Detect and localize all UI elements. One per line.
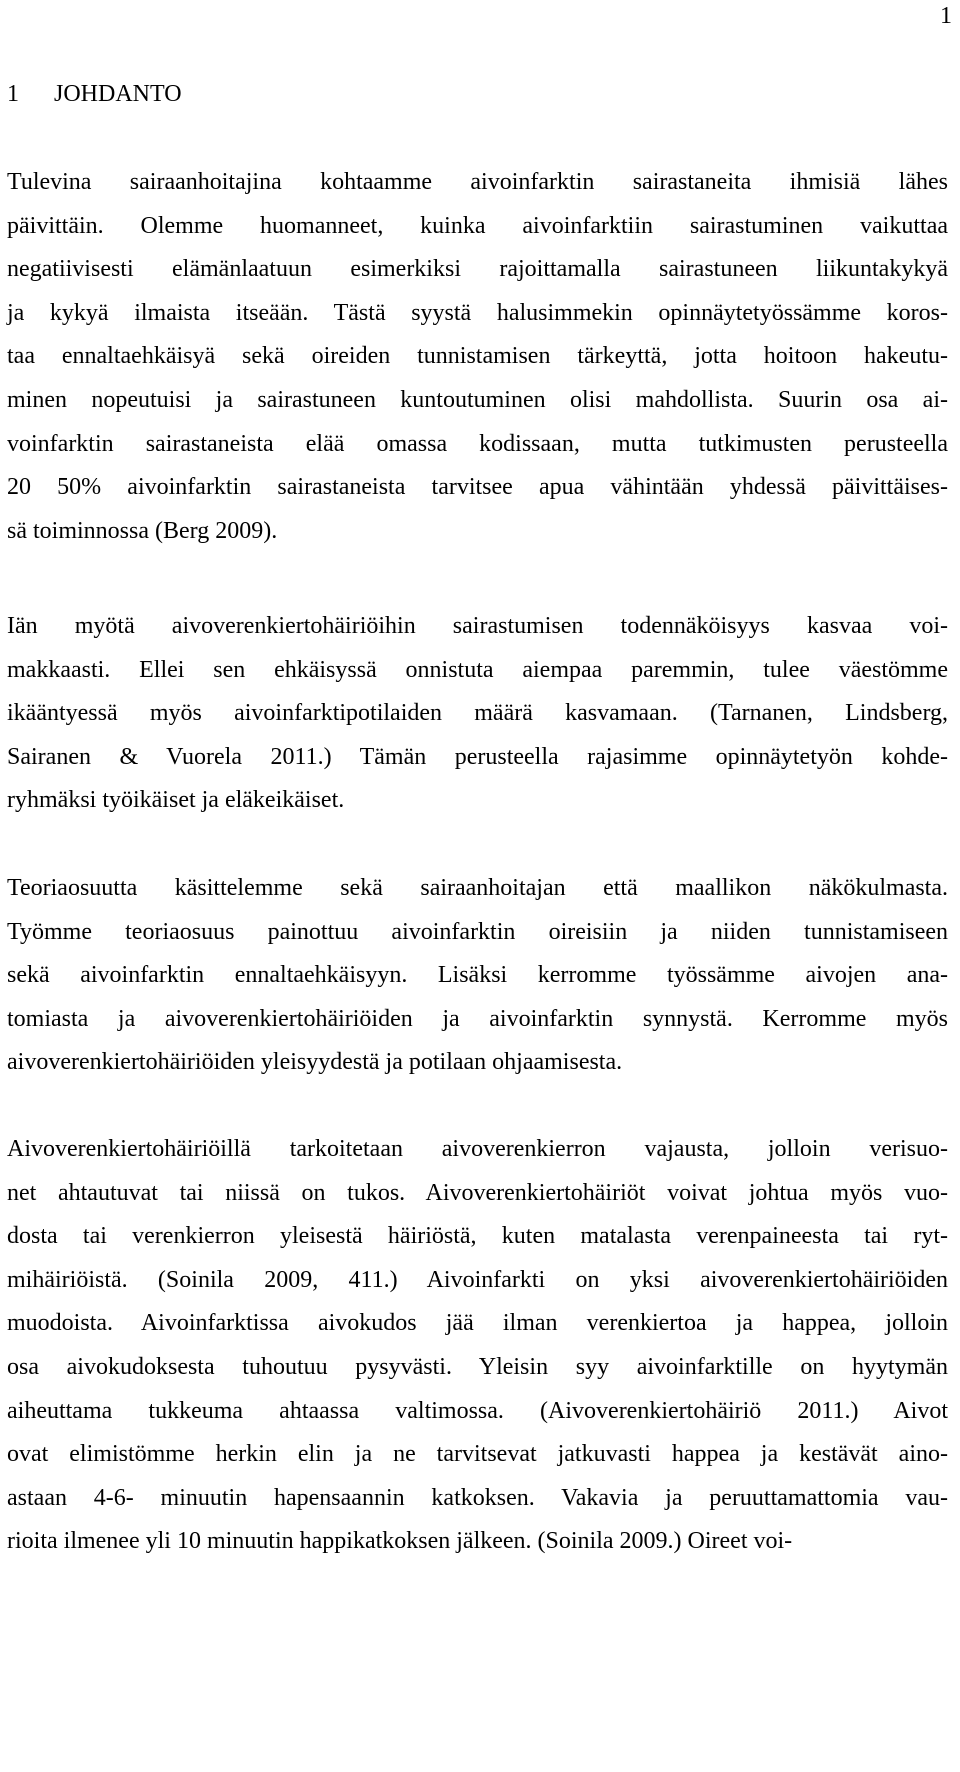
section-number: 1	[7, 81, 19, 107]
text-line: dosta tai verenkierron yleisestä häiriöstä, kuten matalasta verenpaineesta tai ryt-	[7, 1223, 948, 1249]
section-heading	[7, 80, 182, 108]
text-line: minen nopeutuisi ja sairastuneen kuntoutuminen olisi mahdollista. Suurin osa ai-	[7, 387, 948, 413]
text-line: päivittäin. Olemme huomanneet, kuinka aivoinfarktiin sairastuminen vaikuttaa	[7, 213, 948, 239]
text-line: Tulevina sairaanhoitajina kohtaamme aivoinfarktin sairastaneita ihmisiä lähes	[7, 169, 948, 195]
text-line: net ahtautuvat tai niissä on tukos. Aivoverenkiertohäiriöt voivat johtua myös vuo-	[7, 1180, 948, 1206]
text-line: Sairanen & Vuorela 2011.) Tämän perusteella rajasimme opinnäytetyön kohde-	[7, 744, 948, 770]
text-line: voinfarktin sairastaneista elää omassa kodissaan, mutta tutkimusten perusteella	[7, 431, 948, 457]
text-line: osa aivokudoksesta tuhoutuu pysyvästi. Yleisin syy aivoinfarktille on hyytymän	[7, 1354, 948, 1380]
text-line: 20 50% aivoinfarktin sairastaneista tarvitsee apua vähintään yhdessä päivittäises-	[7, 474, 948, 500]
text-line: Teoriaosuutta käsittelemme sekä sairaanhoitajan että maallikon näkökulmasta.	[7, 875, 948, 901]
text-line: ja kykyä ilmaista itseään. Tästä syystä halusimmekin opinnäytetyössämme koros-	[7, 300, 948, 326]
text-line: negatiivisesti elämänlaatuun esimerkiksi rajoittamalla sairastuneen liikuntakykyä	[7, 256, 948, 282]
text-line: muodoista. Aivoinfarktissa aivokudos jää ilman verenkiertoa ja happea, jolloin	[7, 1310, 948, 1336]
text-line: Iän myötä aivoverenkiertohäiriöihin sairastumisen todennäköisyys kasvaa voi-	[7, 613, 948, 639]
text-line: astaan 4-6- minuutin hapensaannin katkoksen. Vakavia ja peruuttamattomia vau-	[7, 1485, 948, 1511]
text-line: sekä aivoinfarktin ennaltaehkäisyyn. Lisäksi kerromme työssämme aivojen ana-	[7, 962, 948, 988]
text-line: taa ennaltaehkäisyä sekä oireiden tunnistamisen tärkeyttä, jotta hoitoon hakeutu-	[7, 343, 948, 369]
text-line: aiheuttama tukkeuma ahtaassa valtimossa. (Aivoverenkiertohäiriö 2011.) Aivot	[7, 1398, 948, 1424]
text-line: aivoverenkiertohäiriöiden yleisyydestä ja potilaan ohjaamisesta.	[7, 1049, 623, 1075]
text-line: ryhmäksi työikäiset ja eläkeikäiset.	[7, 787, 345, 813]
page-number: 1	[940, 3, 952, 29]
text-line: sä toiminnossa (Berg 2009).	[7, 518, 278, 544]
text-line: rioita ilmenee yli 10 minuutin happikatkoksen jälkeen. (Soinila 2009.) Oireet voi-	[7, 1528, 793, 1554]
text-line: ikääntyessä myös aivoinfarktipotilaiden määrä kasvamaan. (Tarnanen, Lindsberg,	[7, 700, 948, 726]
text-line: Aivoverenkiertohäiriöillä tarkoitetaan aivoverenkierron vajausta, jolloin verisuo-	[7, 1136, 948, 1162]
section-title: JOHDANTO	[54, 81, 182, 107]
text-line: ovat elimistömme herkin elin ja ne tarvitsevat jatkuvasti happea ja kestävät aino-	[7, 1441, 948, 1467]
text-line: Työmme teoriaosuus painottuu aivoinfarktin oireisiin ja niiden tunnistamiseen	[7, 919, 948, 945]
text-line: mihäiriöistä. (Soinila 2009, 411.) Aivoinfarkti on yksi aivoverenkiertohäiriöiden	[7, 1267, 948, 1293]
text-line: makkaasti. Ellei sen ehkäisyssä onnistuta aiempaa paremmin, tulee väestömme	[7, 657, 948, 683]
text-line: tomiasta ja aivoverenkiertohäiriöiden ja aivoinfarktin synnystä. Kerromme myös	[7, 1006, 948, 1032]
